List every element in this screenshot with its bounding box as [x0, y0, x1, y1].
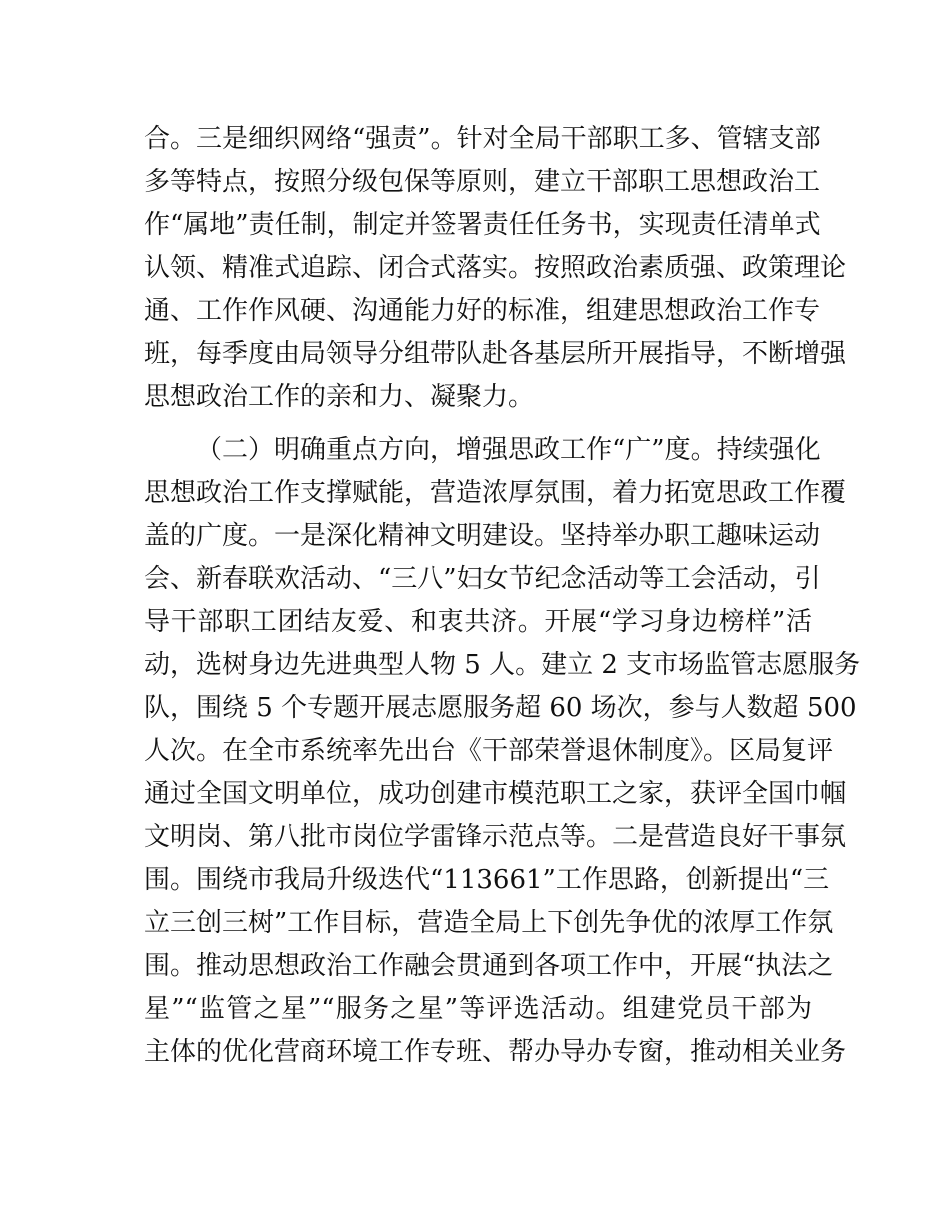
- text-line: 通过全国文明单位，成功创建市模范职工之家，获评全国巾帼: [144, 779, 847, 809]
- text-line: 会、新春联欢活动、“三八”妇女节纪念活动等工会活动，引: [144, 564, 821, 594]
- text-line: 思想政治工作的亲和力、凝聚力。: [144, 382, 535, 412]
- text-line: 盖的广度。一是深化精神文明建设。坚持举办职工趣味运动: [144, 521, 821, 551]
- text-line: 星”“监管之星”“服务之星”等评选活动。组建党员干部为: [144, 994, 812, 1024]
- text-line: 合。三是细织网络“强责”。针对全局干部职工多、管辖支部: [144, 124, 821, 154]
- section-heading-line: （二）明确重点方向，增强思政工作“广”度。持续强化: [196, 435, 821, 465]
- text-line: 动，选树身边先进典型人物 5 人。建立 2 支市场监管志愿服务: [144, 650, 861, 680]
- text-line: 作“属地”责任制，制定并签署责任任务书，实现责任清单式: [144, 210, 821, 240]
- text-line: 围。推动思想政治工作融会贯通到各项工作中，开展“执法之: [144, 951, 834, 981]
- text-line: 通、工作作风硬、沟通能力好的标准，组建思想政治工作专: [144, 296, 821, 326]
- text-line: 立三创三树”工作目标，营造全局上下创先争优的浓厚工作氛: [144, 908, 834, 938]
- text-line: 班，每季度由局领导分组带队赴各基层所开展指导，不断增强: [144, 339, 847, 369]
- text-line: 主体的优化营商环境工作专班、帮办导办专窗，推动相关业务: [144, 1037, 847, 1067]
- text-line: 围。围绕市我局升级迭代“113661”工作思路，创新提出“三: [144, 865, 830, 895]
- text-line: 队，围绕 5 个专题开展志愿服务超 60 场次，参与人数超 500: [144, 693, 857, 723]
- text-line: 文明岗、第八批市岗位学雷锋示范点等。二是营造良好干事氛: [144, 822, 847, 852]
- text-line: 思想政治工作支撑赋能，营造浓厚氛围，着力拓宽思政工作覆: [144, 478, 847, 508]
- text-line: 认领、精准式追踪、闭合式落实。按照政治素质强、政策理论: [144, 253, 847, 283]
- text-line: 多等特点，按照分级包保等原则，建立干部职工思想政治工: [144, 167, 821, 197]
- text-line: 导干部职工团结友爱、和衷共济。开展“学习身边榜样”活: [144, 607, 812, 637]
- text-line: 人次。在全市系统率先出台《干部荣誉退休制度》。区局复评: [144, 736, 834, 766]
